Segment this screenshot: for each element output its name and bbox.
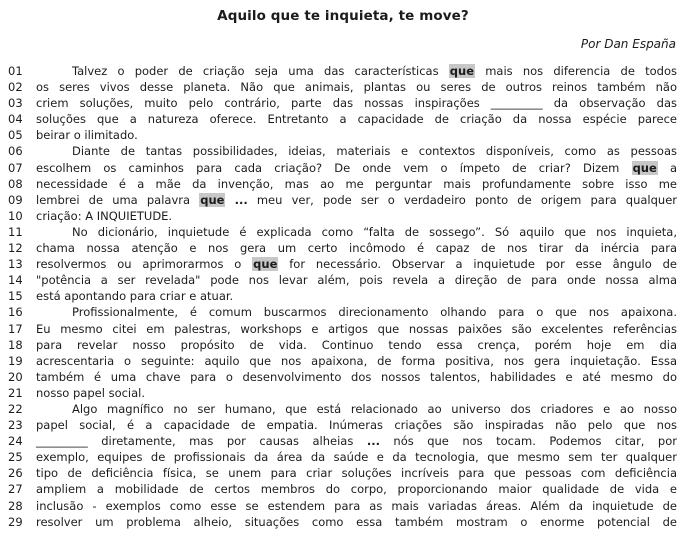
text-segment: necessidade é a mãe da invenção, mas ao me perguntar mais profundamente sobre isso me: [36, 176, 677, 191]
line-text: [36, 304, 677, 320]
paragraph-indent: [36, 235, 72, 236]
line-text: [36, 288, 677, 304]
text-line: [8, 63, 677, 79]
text-segment: Eu mesmo citei em palestras, workshops e artigos que nossas paixões são excelentes referências: [36, 321, 677, 336]
line-text: [36, 240, 677, 256]
line-text: [36, 481, 677, 497]
text-segment: for necessário. Observar a inquietude por esse ângulo de: [278, 257, 677, 272]
text-segment: meu ver, pode ser o verdadeiro ponto de origem para qualquer: [247, 192, 678, 207]
text-segment: exemplo, equipes de profissionais da área da saúde e da tecnologia, que mesmo sem ter qualquer: [36, 450, 677, 465]
line-text: [36, 111, 677, 127]
text-segment: da observação das: [542, 96, 677, 111]
text-segment: a: [657, 160, 677, 175]
paragraph-indent: [36, 74, 72, 75]
text-line: [8, 143, 677, 159]
text-line: [8, 449, 677, 465]
text-lines: [0, 63, 686, 530]
line-number: 14: [8, 273, 23, 288]
highlighted-word: que: [632, 160, 657, 175]
text-line: [8, 481, 677, 497]
line-number: 20: [8, 369, 23, 384]
highlighted-word: que: [449, 64, 474, 78]
line-text: [36, 449, 677, 465]
line-text: [36, 176, 677, 192]
text-segment: papel social, é a capacidade de empatia. Inúmeras criações são inspiradas não pelo que nos: [36, 418, 677, 433]
text-line: [8, 369, 677, 385]
highlighted-word: que: [253, 257, 278, 272]
line-text: [36, 208, 677, 224]
line-text: [36, 192, 677, 208]
line-text: [36, 160, 677, 176]
paragraph-indent: [36, 315, 72, 316]
line-number: 01: [8, 64, 23, 78]
text-line: [8, 127, 677, 143]
text-line: [8, 353, 677, 369]
text-line: [8, 385, 677, 401]
text-segment: acrescentaria o seguinte: aquilo que nos apaixona, de forma positiva, nos gera inquietação. Essa: [36, 353, 677, 368]
text-line: [8, 417, 677, 433]
line-number: 15: [8, 289, 23, 304]
line-number: 13: [8, 257, 23, 272]
text-segment: criem soluções, muito pelo contrário, parte das nossas inspirações: [36, 96, 491, 111]
line-number: 28: [8, 498, 23, 513]
text-line: [8, 304, 677, 320]
line-text: [36, 514, 677, 530]
text-line: [8, 337, 677, 353]
text-line: [8, 433, 677, 449]
text-segment: criação: A INQUIETUDE.: [36, 208, 173, 223]
text-segment: resolvermos ou aprimorarmos o: [36, 257, 253, 272]
text-segment: diretamente, mas por causas alheias: [87, 434, 367, 449]
line-number: 23: [8, 418, 23, 433]
fill-in-blank: _________: [490, 96, 543, 111]
line-number: 24: [8, 434, 23, 449]
text-line: [8, 79, 677, 95]
text-segment: Diante de tantas possibilidades, ideias, materiais e contextos disponíveis, como as pessoas: [72, 144, 677, 159]
line-text: [36, 369, 677, 385]
text-line: [8, 111, 677, 127]
text-segment: está apontando para criar e atuar.: [36, 289, 234, 304]
byline: Por Dan España: [580, 37, 676, 51]
text-segment: para revelar nosso propósito de vida. Continuo tendo essa crença, porém hoje em dia: [36, 337, 677, 352]
line-number: 22: [8, 401, 23, 416]
line-number: 16: [8, 305, 23, 320]
text-segment: Algo magnífico no ser humano, que está relacionado ao universo dos criadores e ao nosso: [72, 401, 677, 416]
text-segment: "potência a ser revelada" pode nos levar além, pois revela a direção de para onde nossa alma: [36, 273, 677, 288]
paragraph-indent: [36, 412, 72, 413]
text-segment: Talvez o poder de criação seja uma das características: [72, 64, 449, 78]
text-segment: os seres vivos desse planeta. Não que animais, plantas ou seres de outros reinos também não: [36, 80, 677, 95]
line-text: [36, 63, 677, 79]
line-text: [36, 272, 677, 288]
text-line: [8, 256, 677, 272]
line-number: 26: [8, 466, 23, 481]
line-text: [36, 95, 677, 111]
text-segment: nosso papel social.: [36, 385, 146, 400]
text-segment: inclusão - exemplos como esse se estendem para as mais variadas áreas. Além da inquietude de: [36, 498, 677, 513]
line-number: 09: [8, 192, 23, 207]
text-segment: também é uma chave para o desenvolvimento dos nossos talentos, habilidades e até mesmo do: [36, 369, 677, 384]
line-number: 29: [8, 514, 23, 529]
line-number: 25: [8, 450, 23, 465]
text-line: [8, 401, 677, 417]
text-segment: resolver um problema alheio, situações como essa também mostram o enorme potencial de: [36, 514, 677, 529]
line-text: [36, 353, 677, 369]
text-segment: No dicionário, inquietude é explicada como “falta de sossego”. Só aquilo que nos inquieta,: [72, 224, 677, 239]
fill-in-blank: _________: [36, 434, 88, 449]
line-text: [36, 256, 677, 272]
line-number: 19: [8, 353, 23, 368]
text-segment: Profissionalmente, é comum buscarmos direcionamento olhando para o que nos apaixona.: [72, 305, 677, 320]
line-number: 11: [8, 224, 23, 239]
line-text: [36, 498, 677, 514]
line-number: 02: [8, 80, 23, 95]
line-number: 08: [8, 176, 23, 191]
line-text: [36, 401, 677, 417]
text-segment: beirar o ilimitado.: [36, 128, 138, 143]
line-text: [36, 321, 677, 337]
text-line: [8, 272, 677, 288]
text-line: [8, 288, 677, 304]
text-line: [8, 240, 677, 256]
text-line: [8, 192, 677, 208]
text-segment: mais nos diferencia de todos: [475, 64, 677, 78]
line-text: [36, 127, 677, 143]
line-number: 05: [8, 128, 23, 143]
highlighted-word: que: [200, 192, 225, 207]
text-line: [8, 224, 677, 240]
text-line: [8, 465, 677, 481]
page-title: Aquilo que te inquieta, te move?: [217, 8, 469, 24]
line-text: [36, 337, 677, 353]
text-line: [8, 498, 677, 514]
line-number: 06: [8, 144, 23, 159]
line-text: [36, 433, 677, 449]
text-segment: nós que nos tocam. Podemos citar, por: [379, 434, 677, 449]
line-text: [36, 385, 677, 401]
text-segment: chama nossa atenção e nos gera um certo incômodo é capaz de nos tirar da inércia para: [36, 241, 677, 256]
line-number: 18: [8, 337, 23, 352]
line-number: 21: [8, 385, 23, 400]
line-text: [36, 79, 677, 95]
text-segment: escolhem os caminhos para cada criação? De onde vem o ímpeto de criar? Dizem: [36, 160, 632, 175]
text-segment: tipo de deficiência física, se unem para criar soluções incríveis para que pessoas com deficiência: [36, 466, 677, 481]
line-number: 12: [8, 241, 23, 256]
text-line: [8, 176, 677, 192]
line-text: [36, 465, 677, 481]
text-segment: lembrei de uma palavra: [36, 192, 200, 207]
text-segment: [225, 193, 234, 207]
bold-text: ...: [366, 434, 380, 449]
bold-text: ...: [234, 192, 248, 207]
text-line: [8, 208, 677, 224]
line-number: 10: [8, 208, 23, 223]
line-number: 17: [8, 321, 23, 336]
line-text: [36, 143, 677, 159]
text-segment: ampliem a mobilidade de certos membros do corpo, proporcionando maior qualidade de vida e: [36, 482, 677, 497]
text-line: [8, 95, 677, 111]
text-line: [8, 160, 677, 176]
line-number: 27: [8, 482, 23, 497]
line-number: 03: [8, 96, 23, 111]
paragraph-indent: [36, 154, 72, 155]
line-text: [36, 417, 677, 433]
text-line: [8, 321, 677, 337]
text-segment: soluções que a natureza oferece. Entretanto a capacidade de criação da nossa espécie parece: [36, 112, 677, 127]
line-text: [36, 224, 677, 240]
line-number: 07: [8, 160, 23, 175]
text-line: [8, 514, 677, 530]
line-number: 04: [8, 112, 23, 127]
